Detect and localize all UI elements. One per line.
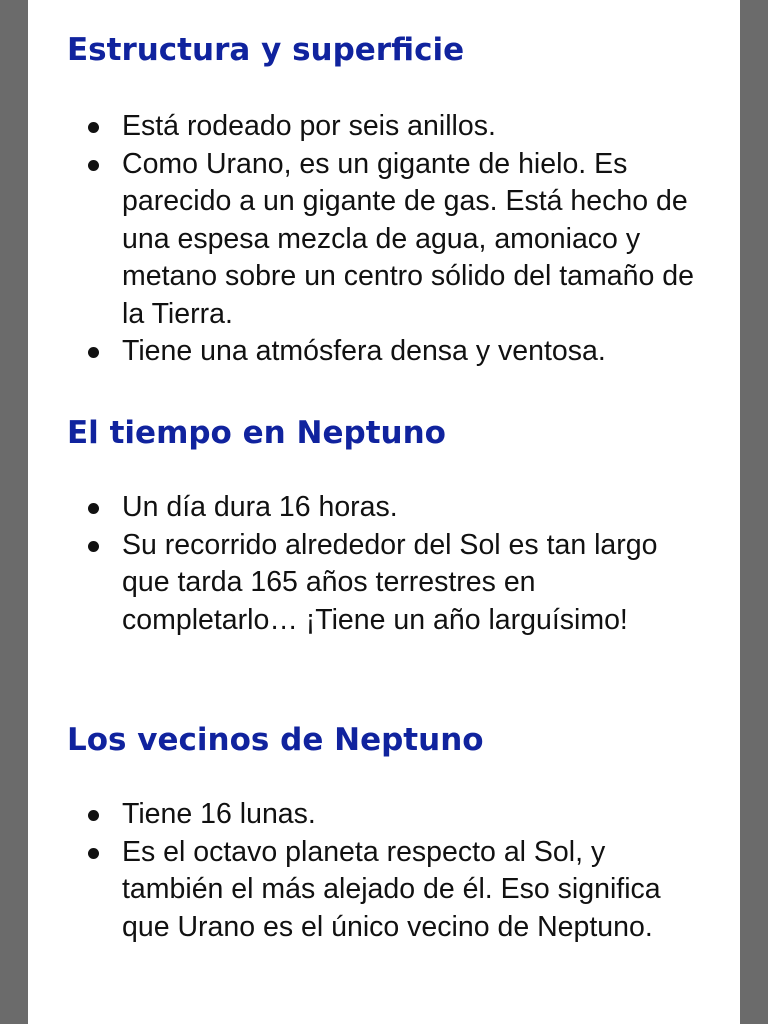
- bullet-icon: [88, 347, 99, 358]
- list-item-text: Es el octavo planeta respecto al Sol, y también el más alejado de él. Eso significa que Urano es el único vecino de Neptuno.: [122, 835, 661, 943]
- list-item: [28, 527, 698, 640]
- list-item-text: Tiene 16 lunas.: [122, 798, 316, 830]
- section-title-tiempo: El tiempo en Neptuno: [67, 415, 446, 451]
- bullet-list-tiempo: [28, 489, 698, 639]
- list-item: [28, 796, 698, 834]
- list-item-text: Su recorrido alrededor del Sol es tan largo que tarda 165 años terrestres en completarlo… ¡Tiene un año larguísimo!: [122, 528, 658, 636]
- bullet-icon: [88, 848, 99, 859]
- list-item: [28, 489, 698, 527]
- list-item: [28, 834, 698, 947]
- bullet-list-estructura: [28, 108, 698, 371]
- section-title-estructura: Estructura y superficie: [67, 32, 465, 68]
- list-item: [28, 333, 698, 371]
- document-page: [28, 0, 740, 1024]
- list-item-text: Un día dura 16 horas.: [122, 491, 398, 523]
- bullet-icon: [88, 160, 99, 171]
- list-item: [28, 146, 698, 334]
- section-title-vecinos: Los vecinos de Neptuno: [67, 722, 484, 758]
- bullet-icon: [88, 541, 99, 552]
- list-item: [28, 108, 698, 146]
- bullet-list-vecinos: [28, 796, 698, 946]
- bullet-icon: [88, 122, 99, 133]
- list-item-text: Tiene una atmósfera densa y ventosa.: [122, 335, 606, 367]
- list-item-text: Está rodeado por seis anillos.: [122, 110, 496, 142]
- bullet-icon: [88, 810, 99, 821]
- list-item-text: Como Urano, es un gigante de hielo. Es parecido a un gigante de gas. Está hecho de una espesa mezcla de agua, amoniaco y metano sobre un centro sólido del tamaño de la Tierra.: [122, 147, 694, 330]
- bullet-icon: [88, 503, 99, 514]
